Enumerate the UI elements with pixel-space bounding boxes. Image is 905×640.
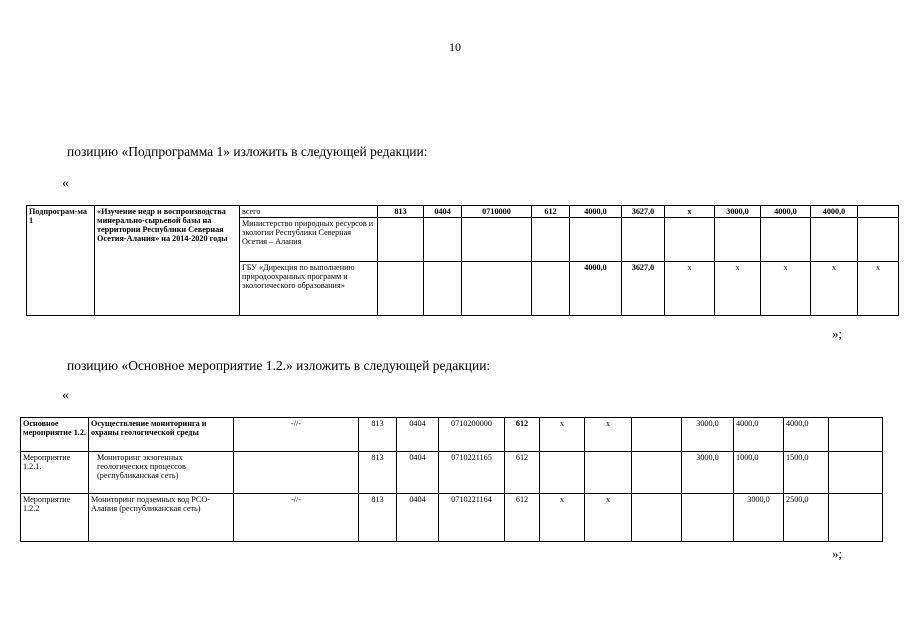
empty-cell <box>570 218 622 262</box>
grbs-cell: 813 <box>359 418 397 452</box>
subprogram-table <box>26 205 899 316</box>
value-cell: x <box>761 262 811 316</box>
value-cell <box>682 494 734 542</box>
value-cell <box>858 206 899 218</box>
value-cell: 4000,0 <box>570 262 622 316</box>
value-cell <box>829 494 883 542</box>
value-cell: 4000,0 <box>570 206 622 218</box>
value-cell: x <box>585 494 632 542</box>
row-title: «Изучение недр и воспроизводства минерально-сырьевой базы на территории Республики Северная Осетия-Алания» на 2014-2020 годы <box>95 206 240 316</box>
value-cell: 3000,0 <box>682 452 734 494</box>
value-cell: 3627,0 <box>622 206 665 218</box>
csr-cell: 0710000 <box>462 206 532 218</box>
vr-cell: 612 <box>532 206 570 218</box>
empty-cell <box>424 262 462 316</box>
value-cell <box>632 418 682 452</box>
row-executor <box>234 452 359 494</box>
value-cell: 3000,0 <box>734 494 784 542</box>
csr-cell: 0710200000 <box>439 418 505 452</box>
row-executor: -//- <box>234 494 359 542</box>
value-cell: 3627,0 <box>622 262 665 316</box>
value-cell: x <box>540 418 585 452</box>
value-cell: 3000,0 <box>715 206 761 218</box>
value-cell <box>632 494 682 542</box>
row-title: Мониторинг экзогенных геологических процессов (республиканская сеть) <box>89 452 234 494</box>
rz-cell: 0404 <box>397 418 439 452</box>
grbs-cell: 813 <box>359 452 397 494</box>
empty-cell <box>532 218 570 262</box>
empty-cell <box>378 218 424 262</box>
vr-cell: 612 <box>505 418 540 452</box>
value-cell <box>540 452 585 494</box>
page-number: 10 <box>449 40 461 54</box>
rz-cell: 0404 <box>424 206 462 218</box>
vr-cell: 612 <box>505 494 540 542</box>
empty-cell <box>858 218 899 262</box>
empty-cell <box>811 218 858 262</box>
value-cell: x <box>665 262 715 316</box>
section2-close-quote: »; <box>832 546 843 561</box>
row-name: Основное мероприятие 1.2. <box>21 418 89 452</box>
row-executor: ГБУ «Дирекция по выполнению природоохранных программ и экологического образования» <box>240 262 378 316</box>
value-cell: x <box>540 494 585 542</box>
empty-cell <box>462 262 532 316</box>
table-row <box>27 206 899 218</box>
value-cell: x <box>715 262 761 316</box>
grbs-cell: 813 <box>359 494 397 542</box>
section2-open-quote: « <box>62 388 69 403</box>
value-cell <box>585 452 632 494</box>
grbs-cell: 813 <box>378 206 424 218</box>
row-name: Мероприятие 1.2.1. <box>21 452 89 494</box>
value-cell: 3000,0 <box>682 418 734 452</box>
value-cell <box>632 452 682 494</box>
value-cell: x <box>585 418 632 452</box>
value-cell: x <box>858 262 899 316</box>
value-cell: 2500,0 <box>784 494 829 542</box>
empty-cell <box>715 218 761 262</box>
value-cell: 4000,0 <box>811 206 858 218</box>
value-cell: 1000,0 <box>734 452 784 494</box>
row-title: Мониторинг подземных вод РСО-Алания (республиканская сеть) <box>89 494 234 542</box>
row-name: Подпрограм-ма 1 <box>27 206 95 316</box>
row-executor: -//- <box>234 418 359 452</box>
value-cell <box>829 452 883 494</box>
empty-cell <box>532 262 570 316</box>
vr-cell: 612 <box>505 452 540 494</box>
table-row <box>21 494 883 542</box>
value-cell <box>829 418 883 452</box>
value-cell: 4000,0 <box>784 418 829 452</box>
row-executor: всего <box>240 206 378 218</box>
value-cell: 4000,0 <box>734 418 784 452</box>
csr-cell: 0710221165 <box>439 452 505 494</box>
empty-cell <box>462 218 532 262</box>
empty-cell <box>424 218 462 262</box>
row-title: Осуществление мониторинга и охраны геологической среды <box>89 418 234 452</box>
value-cell: 1500,0 <box>784 452 829 494</box>
value-cell: x <box>665 206 715 218</box>
empty-cell <box>665 218 715 262</box>
csr-cell: 0710221164 <box>439 494 505 542</box>
section1-close-quote: »; <box>832 326 843 341</box>
table-row <box>21 418 883 452</box>
section1-open-quote: « <box>62 176 69 191</box>
value-cell: 4000,0 <box>761 206 811 218</box>
row-name: Мероприятие 1.2.2 <box>21 494 89 542</box>
rz-cell: 0404 <box>397 494 439 542</box>
empty-cell <box>622 218 665 262</box>
main-activity-table <box>20 417 883 542</box>
row-executor: Министерство природных ресурсов и экологии Республики Северная Осетия – Алания <box>240 218 378 262</box>
empty-cell <box>378 262 424 316</box>
rz-cell: 0404 <box>397 452 439 494</box>
section2-instruction: позицию «Основное мероприятие 1.2.» изложить в следующей редакции: <box>67 358 491 373</box>
section1-instruction: позицию «Подпрограмма 1» изложить в следующей редакции: <box>67 144 428 159</box>
empty-cell <box>761 218 811 262</box>
table-row <box>21 452 883 494</box>
value-cell: x <box>811 262 858 316</box>
